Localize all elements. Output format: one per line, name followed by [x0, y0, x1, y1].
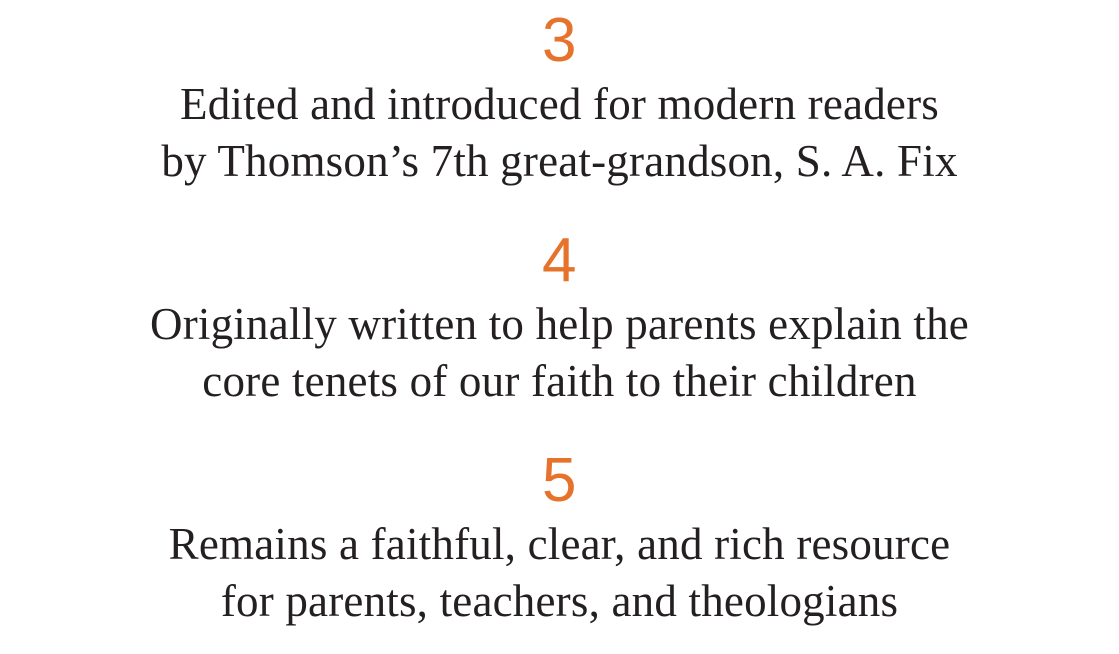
- item-text-line: Remains a faithful, clear, and rich resource: [168, 519, 951, 569]
- list-item-3: [0, 6, 1119, 190]
- list-item-4: [0, 226, 1119, 410]
- list-item-5: [0, 446, 1119, 630]
- item-text-line: core tenets of our faith to their children: [202, 356, 917, 406]
- item-text-line: Edited and introduced for modern readers: [180, 79, 939, 129]
- item-text-line: for parents, teachers, and theologians: [220, 576, 899, 626]
- item-number: 4: [542, 226, 577, 295]
- item-number: 3: [542, 6, 577, 75]
- item-text-line: Originally written to help parents explain the: [150, 299, 969, 349]
- item-number: 5: [542, 446, 577, 515]
- item-text-line: by Thomson’s 7th great-grandson, S. A. Fix: [161, 136, 958, 186]
